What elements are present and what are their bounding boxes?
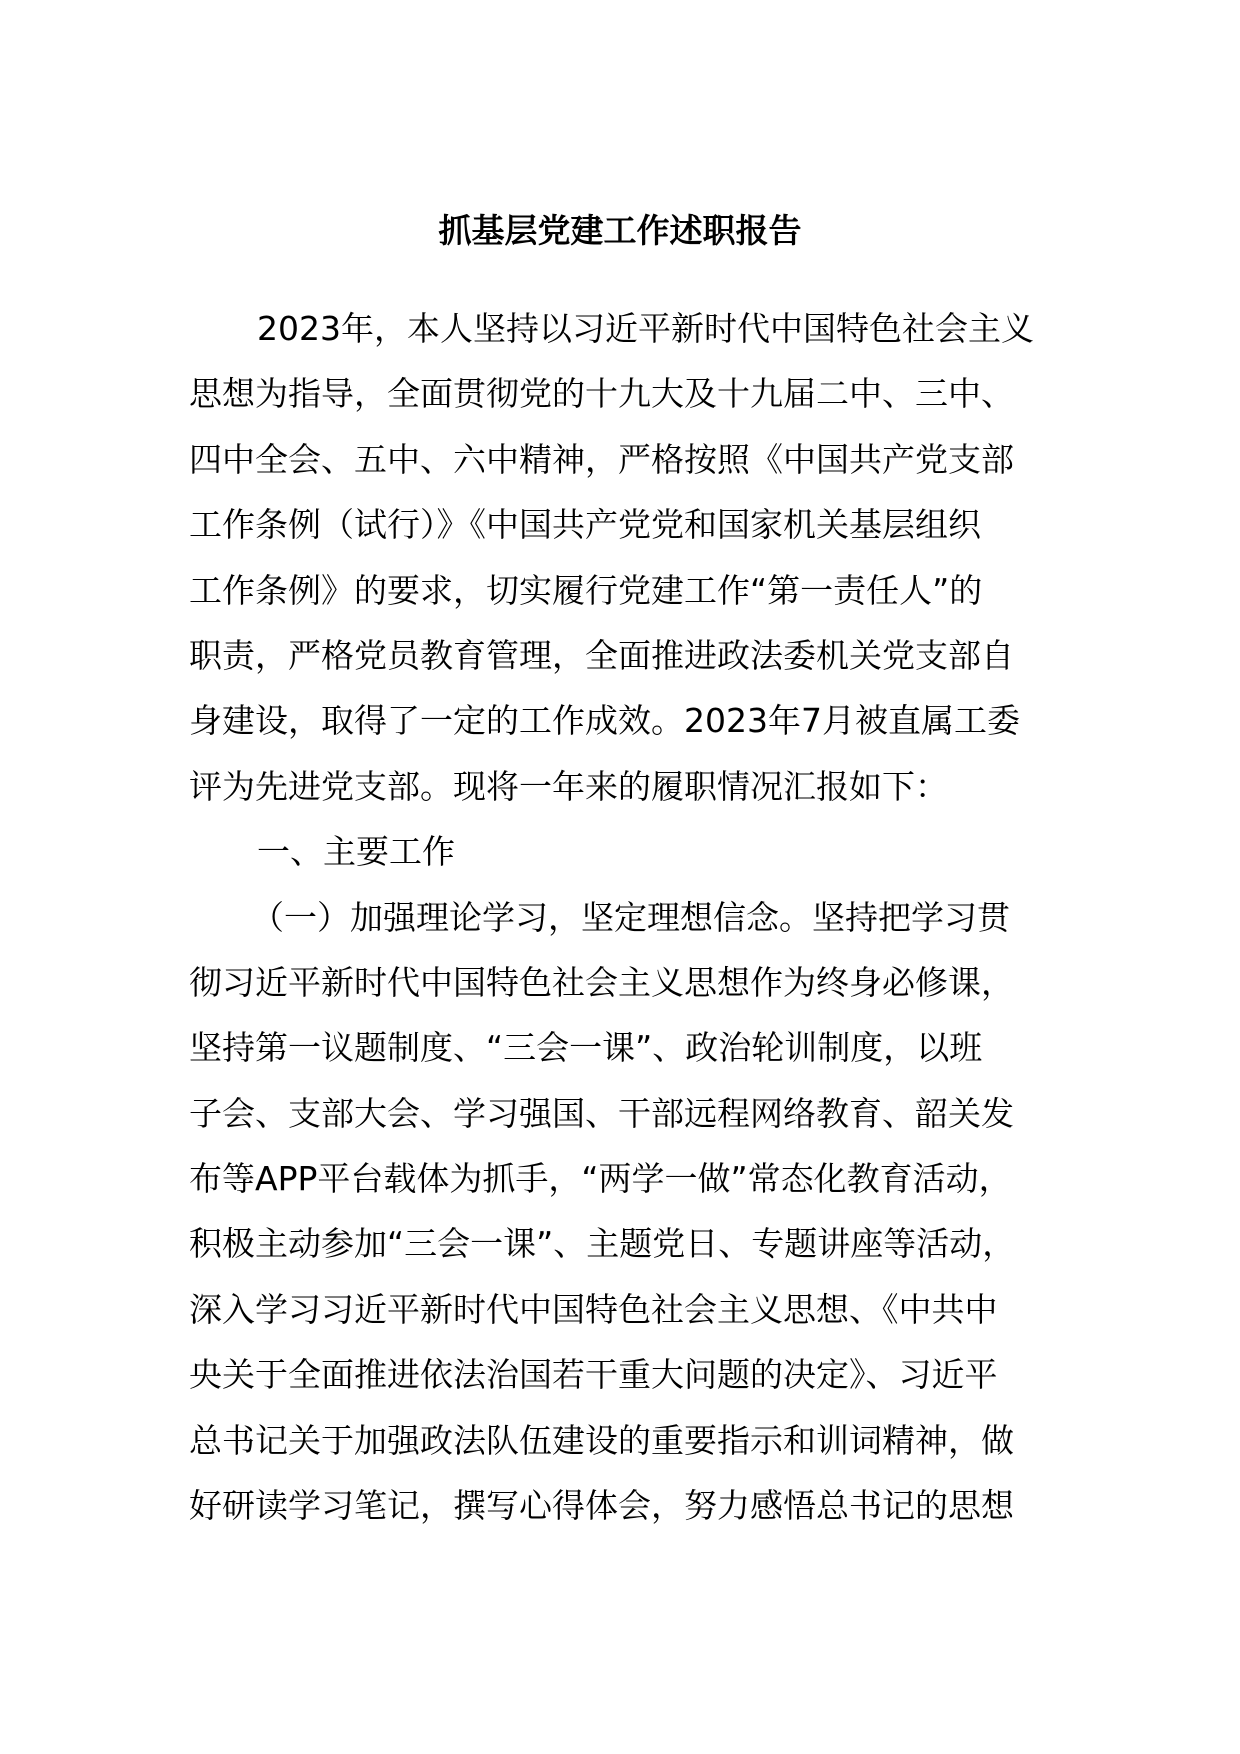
paragraph-line: 央关于全面推进依法治国若干重大问题的决定》、习近平 (189, 1355, 998, 1395)
paragraph-line: 思想为指导，全面贯彻党的十九大及十九届二中、三中、 (189, 374, 1014, 414)
paragraph-line: 彻习近平新时代中国特色社会主义思想作为终身必修课， (189, 962, 1014, 1002)
paragraph-line: 2023年，本人坚持以习近平新时代中国特色社会主义 (257, 309, 1034, 348)
paragraph-line: 好研读学习笔记，撰写心得体会，努力感悟总书记的思想 (189, 1486, 1014, 1526)
paragraph-line: 深入学习习近平新时代中国特色社会主义思想、《中共中 (189, 1289, 998, 1329)
paragraph-line: 评为先进党支部。现将一年来的履职情况汇报如下： (189, 766, 948, 806)
document-title: 抓基层党建工作述职报告 (438, 211, 802, 250)
section-heading: 一、主要工作 (257, 832, 455, 872)
subsection-line: （一）加强理论学习，坚定理想信念。坚持把学习贯 (251, 897, 1010, 937)
paragraph-line: 身建设，取得了一定的工作成效。2023年7月被直属工委 (189, 701, 1020, 741)
document-body (189, 296, 1069, 1538)
paragraph-line: 布等APP平台载体为抓手，“两学一做”常态化教育活动， (189, 1159, 1012, 1199)
paragraph-line: 总书记关于加强政法队伍建设的重要指示和训词精神，做 (189, 1420, 1014, 1460)
paragraph-line: 四中全会、五中、六中精神，严格按照《中国共产党支部 (189, 439, 1014, 479)
paragraph-line: 坚持第一议题制度、“三会一课”、政治轮训制度，以班 (189, 1028, 983, 1068)
paragraph-line: 工作条例》的要求，切实履行党建工作“第一责任人”的 (189, 570, 983, 610)
paragraph-line: 工作条例（试行）》《中国共产党党和国家机关基层组织 (189, 505, 981, 545)
paragraph-line: 积极主动参加“三会一课”、主题党日、专题讲座等活动， (189, 1224, 1016, 1264)
paragraph-line: 职责，严格党员教育管理，全面推进政法委机关党支部自 (189, 635, 1014, 675)
paragraph-line: 子会、支部大会、学习强国、干部远程网络教育、韶关发 (189, 1093, 1014, 1133)
